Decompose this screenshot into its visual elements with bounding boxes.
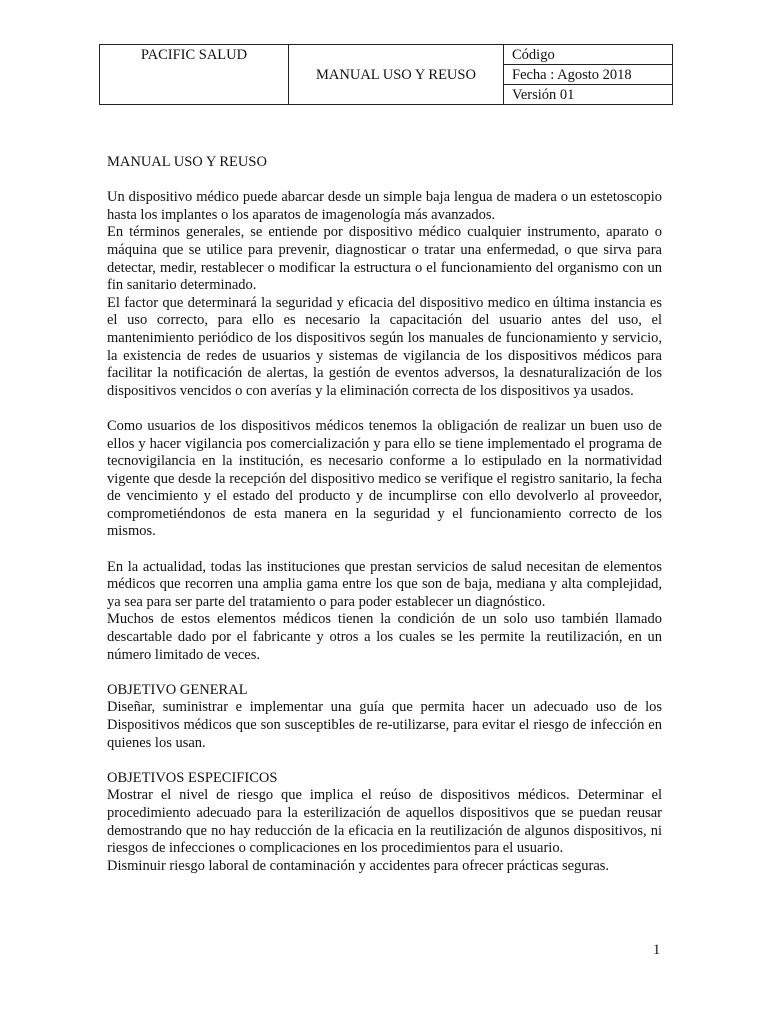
- version-cell: [504, 85, 673, 105]
- spacer: [107, 172, 662, 190]
- objetivo-general-text: Diseñar, suministrar e implementar una guía que permita hacer un adecuado uso de los Dispositivos médicos que son susceptibles de re-utilizarse, para evitar el riesgo de infección en quienes los usan.: [107, 699, 662, 751]
- document-header-table: [99, 44, 673, 105]
- paragraph-2: En términos generales, se entiende por dispositivo médico cualquier instrumento, aparato o máquina que se utilice para prevenir, diagnosticar o tratar una enfermedad, o que sirva para detectar, medir, restablecer o modificar la estructura o el funcionamiento del organismo con un fin sanitario determinado.: [107, 224, 662, 294]
- objetivos-especificos-text: Mostrar el nivel de riesgo que implica el reúso de dispositivos médicos. Determinar el procedimiento adecuado para la esterilización de aquellos dispositivos que se puedan reusar demostrando que no hay reducción de la eficacia en la reutilización de algunos dispositivos, ni riesgos de infecciones o complicaciones en los procedimientos para el usuario.: [107, 787, 662, 857]
- objetivo-general-heading: OBJETIVO GENERAL: [107, 681, 248, 698]
- document-body: [107, 154, 662, 875]
- code-cell: [504, 45, 673, 65]
- company-cell: [100, 45, 289, 105]
- spacer: [107, 541, 662, 559]
- paragraph-4: Como usuarios de los dispositivos médicos tenemos la obligación de realizar un buen uso de ellos y hacer vigilancia pos comercialización y para ello se tiene implementado el programa de tecnovigilancia en la institución, es necesario conforme a lo estipulado en la normatividad vigente que desde la recepción del dispositivo medico se verifique el registro sanitario, la fecha de vencimiento y el estado del producto y de incumplirse con ello devolverlo al proveedor, comprometiéndonos de esta manera en la seguridad y el funcionamiento correcto de los mismos.: [107, 417, 662, 540]
- date-label: Fecha : Agosto 2018: [512, 66, 632, 83]
- paragraph-6: Muchos de estos elementos médicos tienen la condición de un solo uso también llamado descartable dado por el fabricante y otros a los cuales se les permite la reutilización, en un número limitado de veces.: [107, 611, 662, 663]
- spacer: [107, 752, 662, 770]
- doc-title: MANUAL USO Y REUSO: [316, 66, 476, 83]
- objetivos-especificos-heading: OBJETIVOS ESPECIFICOS: [107, 769, 278, 786]
- paragraph-1: Un dispositivo médico puede abarcar desde un simple baja lengua de madera o un estetoscopio hasta los implantes o los aparatos de imagenología más avanzados.: [107, 189, 662, 223]
- paragraph-5: En la actualidad, todas las instituciones que prestan servicios de salud necesitan de elementos médicos que recorren una amplia gama entre los que son de baja, mediana y alta complejidad, ya sea para ser parte del tratamiento o para poder establecer un diagnóstico.: [107, 558, 662, 610]
- date-cell: [504, 65, 673, 85]
- doc-title-cell: [289, 45, 504, 105]
- page-number: 1: [653, 942, 661, 958]
- code-label: Código: [512, 46, 555, 63]
- spacer: [107, 400, 662, 418]
- version-label: Versión 01: [512, 86, 575, 103]
- spacer: [107, 664, 662, 682]
- body-title: MANUAL USO Y REUSO: [107, 154, 267, 170]
- objetivos-especificos-text-2: Disminuir riesgo laboral de contaminación y accidentes para ofrecer prácticas seguras.: [107, 857, 610, 874]
- paragraph-3: El factor que determinará la seguridad y eficacia del dispositivo medico en última instancia es el uso correcto, para ello es necesario la capacitación del usuario antes del uso, el mantenimiento periódico de los dispositivos según los manuales de funcionamiento y servicio, la existencia de redes de usuarios y sistemas de vigilancia de los dispositivos médicos para facilitar la notificación de alertas, la gestión de eventos adversos, la desnaturalización de los dispositivos vencidos o con averías y la eliminación correcta de los dispositivos ya usados.: [107, 294, 662, 399]
- company-name: PACIFIC SALUD: [140, 47, 248, 63]
